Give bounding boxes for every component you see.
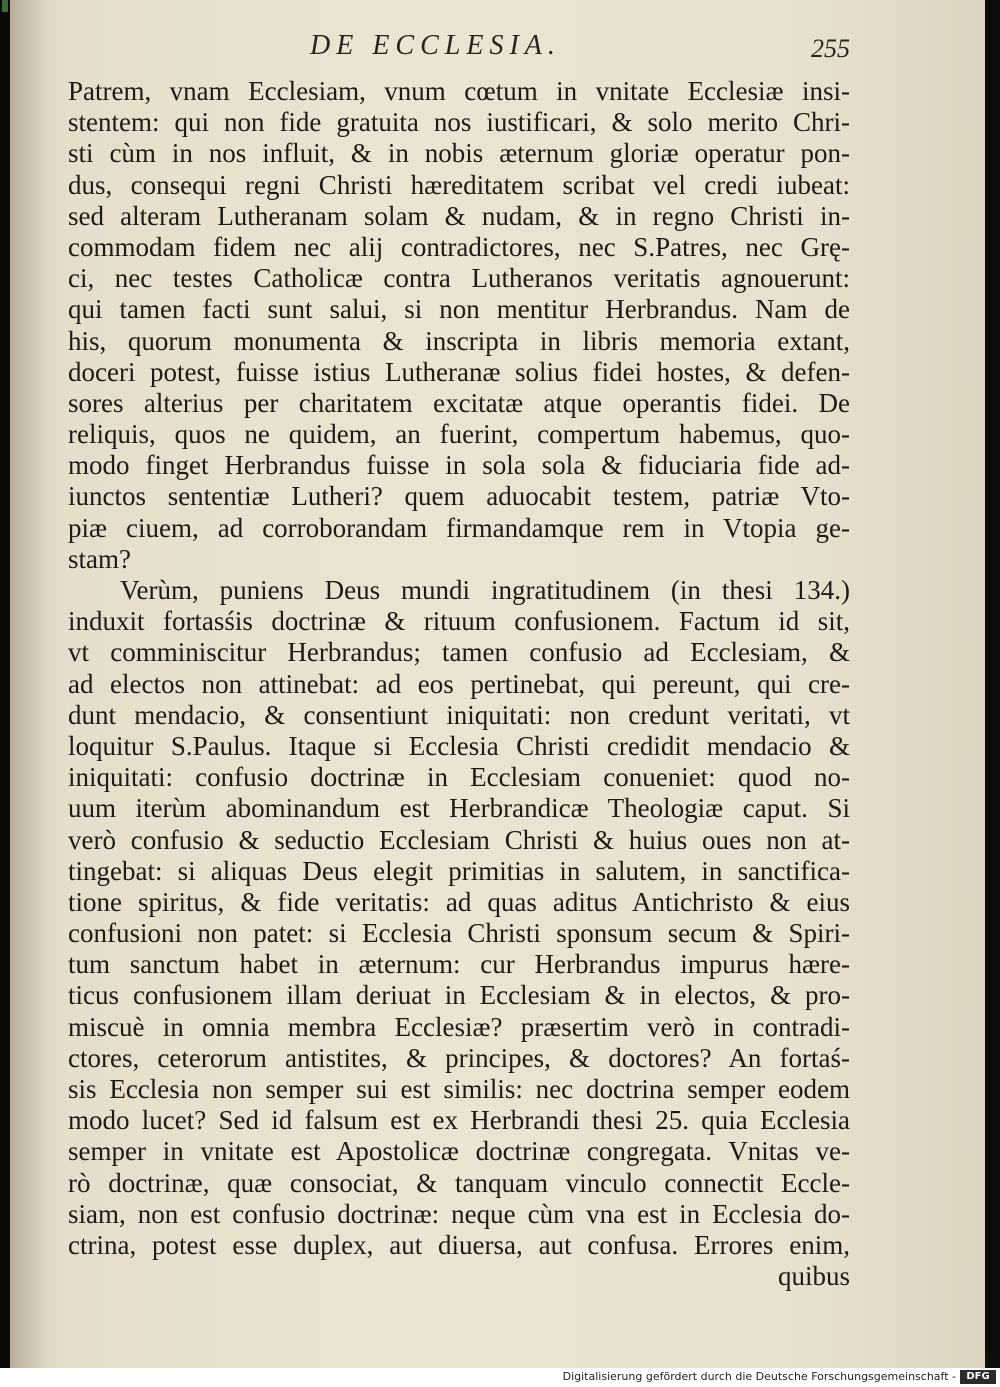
footer-bar	[0, 1368, 1000, 1387]
text-line: dus, consequi regni Christi hæreditatem scribat vel credi iubeat:	[68, 169, 850, 200]
text-line: tum sanctum habet in æternum: cur Herbrandus impurus hære-	[68, 949, 850, 980]
text-line: reliquis, quos ne quidem, an fuerint, compertum habemus, quo-	[68, 419, 850, 450]
text-line: his, quorum monumenta & inscripta in libris memoria extant,	[68, 325, 850, 356]
text-line: ctrina, potest esse duplex, aut diuersa, aut confusa. Errores enim,	[68, 1229, 850, 1260]
text-line: semper in vnitate est Apostolicæ doctrinæ congregata. Vnitas ve-	[68, 1136, 850, 1167]
page-text	[68, 76, 850, 1292]
paragraph-1	[68, 76, 850, 575]
text-line: iniquitati: confusio doctrinæ in Ecclesiam conueniet: quod no-	[68, 762, 850, 793]
dfg-logo: DFG	[960, 1370, 996, 1384]
text-line: qui tamen facti sunt salui, si non mentitur Herbrandus. Nam de	[68, 294, 850, 325]
text-line: stam?	[68, 543, 131, 574]
text-line: stentem: qui non fide gratuita nos iustificari, & solo merito Chri-	[68, 107, 850, 138]
text-line: sed alteram Lutheranam solam & nudam, & in regno Christi in-	[68, 200, 850, 231]
right-scan-edge	[985, 0, 1000, 1368]
text-line: sores alterius per charitatem excitatæ atque operantis fidei. De	[68, 387, 850, 418]
text-line: miscuè in omnia membra Ecclesiæ? præsertim verò in contradi-	[68, 1011, 850, 1042]
text-line: dunt mendacio, & consentiunt iniquitati: non credunt veritati, vt	[68, 699, 850, 730]
text-line: uum iterùm abominandum est Herbrandicæ Theologiæ caput. Si	[68, 793, 850, 824]
text-line: modo lucet? Sed id falsum est ex Herbrandi thesi 25. quia Ecclesia	[68, 1105, 850, 1136]
text-line: rò doctrinæ, quæ consociat, & tanquam vinculo connectit Eccle-	[68, 1167, 850, 1198]
text-line: tione spiritus, & fide veritatis: ad quas aditus Antichristo & eius	[68, 886, 850, 917]
catchword: quibus	[777, 1261, 850, 1292]
text-line: Verùm, puniens Deus mundi ingratitudinem (in thesi 134.)	[120, 575, 850, 605]
text-line: sti cùm in nos influit, & in nobis æternum gloriæ operatur pon-	[68, 138, 850, 169]
text-line: ad electos non attinebat: ad eos pertinebat, qui pereunt, qui cre-	[68, 668, 850, 699]
text-line: tingebat: si aliquas Deus elegit primitias in salutem, in sanctifica-	[68, 855, 850, 886]
text-line: modo finget Herbrandus fuisse in sola sola & fiduciaria fide ad-	[68, 450, 850, 481]
text-line: ci, nec testes Catholicæ contra Lutheranos veritatis agnouerunt:	[68, 263, 850, 294]
text-line: verò confusio & seductio Ecclesiam Christi & huius oues non at-	[68, 824, 850, 855]
text-line: ctores, ceterorum antistites, & principes, & doctores? An fortaś-	[68, 1042, 850, 1073]
text-line: siam, non est confusio doctrinæ: neque cùm vna est in Ecclesia do-	[68, 1198, 850, 1229]
text-line: loquitur S.Paulus. Itaque si Ecclesia Christi credidit mendacio &	[68, 730, 850, 761]
text-line: commodam fidem nec alij contradictores, nec S.Patres, nec Grę-	[68, 231, 850, 262]
text-line: confusioni non patet: si Ecclesia Christi sponsum secum & Spiri-	[68, 918, 850, 949]
running-title: DE ECCLESIA.	[310, 30, 561, 61]
text-line: Patrem, vnam Ecclesiam, vnum cœtum in vnitate Ecclesiæ insi-	[68, 76, 850, 106]
text-line: doceri potest, fuisse istius Lutheranæ solius fidei hostes, & defen-	[68, 356, 850, 387]
text-line: piæ ciuem, ad corroborandam firmandamque rem in Vtopia ge-	[68, 512, 850, 543]
book-page	[10, 0, 985, 1368]
funding-credit: Digitalisierung gefördert durch die Deutsche Forschungsgemeinschaft -	[562, 1370, 956, 1383]
text-line: induxit fortasśis doctrinæ & rituum confusionem. Factum id sit,	[68, 606, 850, 637]
text-line: vt comminiscitur Herbrandus; tamen confusio ad Ecclesiam, &	[68, 637, 850, 668]
left-scan-edge	[0, 0, 10, 1370]
binding-tab	[2, 0, 8, 12]
text-line: ticus confusionem illam deriuat in Ecclesiam & in electos, & pro-	[68, 980, 850, 1011]
paragraph-2	[68, 575, 850, 1261]
page-number: 255	[811, 34, 850, 63]
text-line: sis Ecclesia non semper sui est similis: nec doctrina semper eodem	[68, 1074, 850, 1104]
text-line: iunctos sententiæ Lutheri? quem aduocabit testem, patriæ Vto-	[68, 481, 850, 512]
